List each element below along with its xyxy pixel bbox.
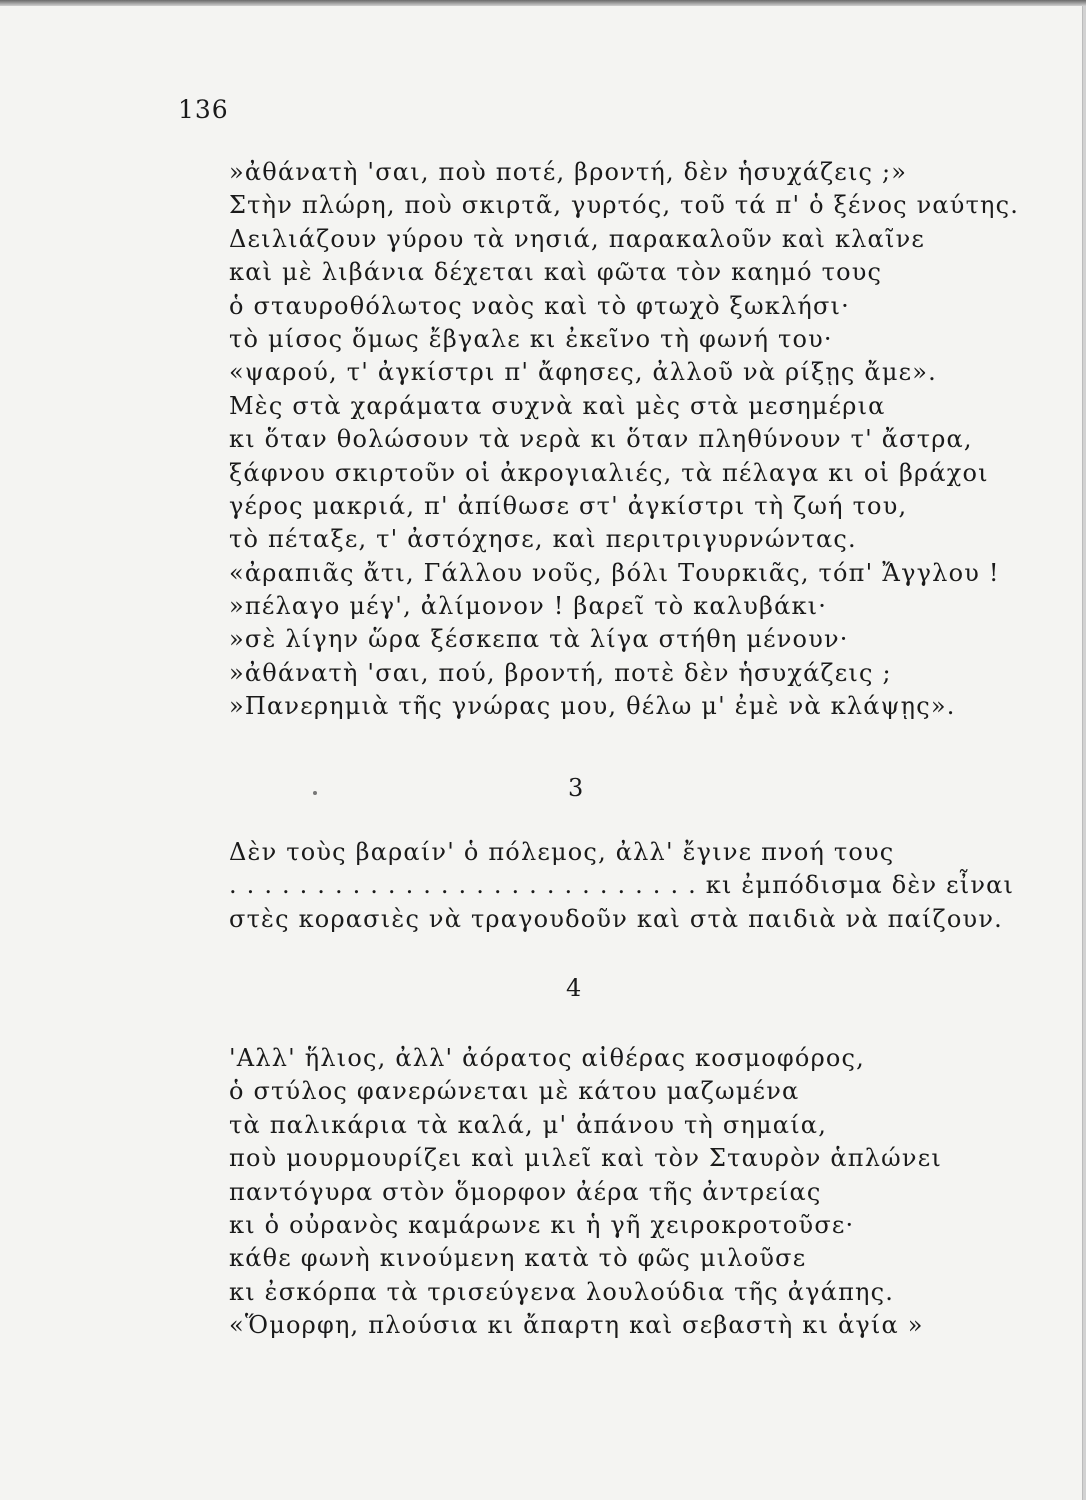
verse-line: »σὲ λίγην ὥρα ξέσκεπα τὰ λίγα στήθη μένουν· bbox=[229, 625, 849, 654]
stanza-1 bbox=[229, 156, 1049, 724]
verse-line: κι ὁ οὐρανὸς καμάρωνε κι ἡ γῆ χειροκροτοῦσε· bbox=[229, 1210, 855, 1239]
verse-line: »πέλαγο μέγ', ἀλίμονον ! βαρεῖ τὸ καλυβάκι· bbox=[229, 592, 828, 621]
verse-line: κι ἐσκόρπα τὰ τρισεύγενα λουλούδια τῆς ἀγάπης. bbox=[229, 1277, 895, 1306]
verse-line: κάθε φωνὴ κινούμενη κατὰ τὸ φῶς μιλοῦσε bbox=[229, 1244, 807, 1273]
verse-line: ποὺ μουρμουρίζει καὶ μιλεῖ καὶ τὸν Σταυρὸν ἁπλώνει bbox=[229, 1144, 942, 1173]
verse-line-ellipsis: . . . . . . . . . . . . . . . . . . . . . . . . . . . κι ἐμπόδισμα δὲν εἶναι bbox=[229, 871, 1015, 900]
verse-line: Δειλιάζουν γύρου τὰ νησιά, παρακαλοῦν καὶ κλαῖνε bbox=[229, 224, 925, 253]
page-number: 136 bbox=[178, 95, 229, 124]
verse-line: «ψαρού, τ' ἀγκίστρι π' ἄφησες, ἀλλοῦ νὰ ρίξῃς ἄμε». bbox=[229, 358, 937, 387]
verse-line: 'Αλλ' ἥλιος, ἀλλ' ἀόρατος αἰθέρας κοσμοφόρος, bbox=[229, 1044, 865, 1072]
print-speck bbox=[313, 791, 317, 795]
verse-line: τὸ πέταξε, τ' ἀστόχησε, καὶ περιτριγυρνώντας. bbox=[229, 525, 857, 554]
verse-line: γέρος μακριά, π' ἀπίθωσε στ' ἀγκίστρι τὴ ζωή του, bbox=[229, 491, 908, 520]
verse-line: «ἀραπιᾶς ἄτι, Γάλλου νοῦς, βόλι Τουρκιᾶς, τόπ' Ἄγγλου ! bbox=[229, 558, 1000, 587]
verse-line: ξάφνου σκιρτοῦν οἱ ἀκρογιαλιές, τὰ πέλαγα κι οἱ βράχοι bbox=[229, 458, 989, 487]
verse-line: »ἀθάνατὴ 'σαι, πού, βροντή, ποτὲ δὲν ἡσυχάζεις ; bbox=[229, 658, 892, 687]
verse-line: Μὲς στὰ χαράματα συχνὰ καὶ μὲς στὰ μεσημέρια bbox=[229, 391, 886, 420]
stanza-2 bbox=[229, 836, 1049, 936]
verse-line: »ἀθάνατὴ 'σαι, ποὺ ποτέ, βροντή, δὲν ἡσυχάζεις ;» bbox=[229, 158, 908, 186]
verse-line: κι ὅταν θολώσουν τὰ νερὰ κι ὅταν πληθύνουν τ' ἄστρα, bbox=[229, 425, 973, 454]
verse-line: παντόγυρα στὸν ὅμορφον ἀέρα τῆς ἀντρείας bbox=[229, 1177, 822, 1206]
verse-line: Δὲν τοὺς βαραίν' ὁ πόλεμος, ἀλλ' ἔγινε πνοή τους bbox=[229, 838, 895, 866]
verse-line: καὶ μὲ λιβάνια δέχεται καὶ φῶτα τὸν καημό τους bbox=[229, 258, 883, 287]
section-number-4: 4 bbox=[566, 974, 582, 1002]
stanza-3 bbox=[229, 1042, 1049, 1343]
verse-line: Στὴν πλώρη, ποὺ σκιρτᾶ, γυρτός, τοῦ τά π' ὁ ξένος ναύτης. bbox=[229, 191, 1020, 220]
verse-line: ὁ σταυροθόλωτος ναὸς καὶ τὸ φτωχὸ ξωκλήσι· bbox=[229, 291, 850, 320]
verse-line: τὰ παλικάρια τὰ καλά, μ' ἀπάνου τὴ σημαία, bbox=[229, 1110, 828, 1139]
book-page bbox=[0, 6, 1083, 1500]
verse-line: τὸ μίσος ὅμως ἔβγαλε κι ἐκεῖνο τὴ φωνή του· bbox=[229, 324, 833, 353]
verse-line: »Πανερημιὰ τῆς γνώρας μου, θέλω μ' ἐμὲ νὰ κλάψῃς». bbox=[229, 692, 956, 721]
section-number-3: 3 bbox=[568, 774, 584, 802]
verse-line: «Ὅμορφη, πλούσια κι ἄπαρτη καὶ σεβαστὴ κι ἁγία » bbox=[229, 1311, 924, 1340]
verse-line: ὁ στύλος φανερώνεται μὲ κάτου μαζωμένα bbox=[229, 1077, 800, 1106]
verse-line: στὲς κορασιὲς νὰ τραγουδοῦν καὶ στὰ παιδιὰ νὰ παίζουν. bbox=[229, 904, 1003, 933]
